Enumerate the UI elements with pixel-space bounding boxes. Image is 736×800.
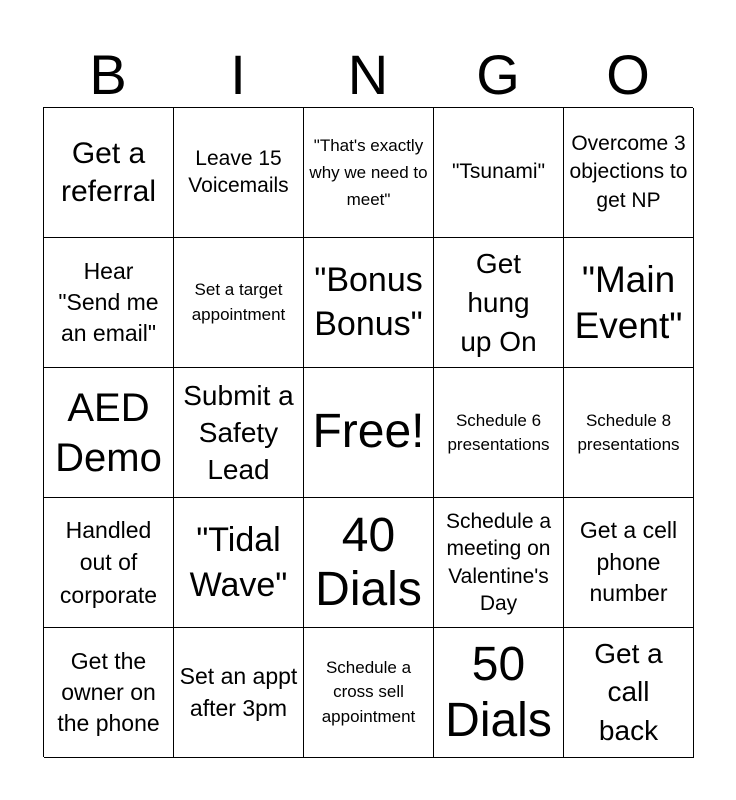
bingo-cell[interactable] [434, 498, 564, 628]
cell-text: Leave 15 Voicemails [188, 146, 289, 197]
header-letter-o: O [606, 43, 650, 106]
bingo-cell[interactable] [44, 108, 174, 238]
bingo-cell[interactable] [174, 498, 304, 628]
bingo-cell[interactable] [174, 108, 304, 238]
cell-text: Get a call back [594, 637, 663, 746]
cell-text: AED Demo [55, 385, 162, 480]
cell-text: 40 Dials [315, 508, 422, 616]
bingo-cell[interactable] [564, 238, 694, 368]
cell-text: Overcome 3 objections to get NP [569, 131, 688, 212]
bingo-cell[interactable] [434, 628, 564, 758]
cell-text: Get hung up On [460, 247, 537, 358]
cell-text: Get a referral [60, 137, 157, 208]
cell-text: 50 Dials [445, 638, 552, 747]
cell-text: Schedule 6 presentations [447, 410, 550, 454]
cell-text: "Bonus Bonus" [314, 260, 423, 343]
bingo-cell[interactable] [44, 628, 174, 758]
bingo-cell[interactable] [44, 498, 174, 628]
cell-text: Free! [312, 405, 425, 459]
bingo-cell[interactable] [44, 238, 174, 368]
bingo-header [43, 42, 693, 108]
bingo-cell[interactable] [304, 628, 434, 758]
cell-text: Submit a Safety Lead [183, 379, 294, 486]
header-letter-n: N [347, 43, 389, 106]
bingo-cell[interactable] [564, 368, 694, 498]
bingo-cell[interactable] [304, 498, 434, 628]
cell-text: "Tsunami" [451, 160, 546, 184]
cell-text: Hear "Send me an email" [58, 257, 159, 347]
bingo-cell[interactable] [564, 498, 694, 628]
cell-text: Get a cell phone number [579, 516, 678, 607]
cell-text: "That's exactly why we need to meet" [309, 135, 428, 210]
bingo-cell[interactable] [564, 628, 694, 758]
cell-text: Schedule a meeting on Valentine's Day [445, 509, 552, 615]
free-space[interactable] [304, 368, 434, 498]
cell-text: Handled out of corporate [59, 517, 158, 608]
bingo-board [43, 107, 693, 757]
bingo-cell[interactable] [174, 238, 304, 368]
bingo-cell[interactable] [44, 368, 174, 498]
cell-text: "Main Event" [574, 259, 683, 346]
bingo-cell[interactable] [174, 368, 304, 498]
bingo-cell[interactable] [174, 628, 304, 758]
bingo-cell[interactable] [304, 238, 434, 368]
cell-text: "Tidal Wave" [189, 521, 288, 604]
bingo-cell[interactable] [564, 108, 694, 238]
cell-text: Get the owner on the phone [57, 647, 160, 737]
bingo-cell[interactable] [434, 238, 564, 368]
cell-text: Set an appt after 3pm [179, 663, 298, 721]
bingo-cell[interactable] [434, 368, 564, 498]
header-letter-b: B [89, 43, 127, 106]
cell-text: Schedule a cross sell appointment [321, 657, 416, 726]
bingo-cell[interactable] [304, 108, 434, 238]
cell-text: Schedule 8 presentations [577, 410, 680, 454]
header-letter-g: G [476, 43, 520, 106]
header-letter-i: I [230, 43, 246, 106]
cell-text: Set a target appointment [191, 279, 286, 324]
bingo-cell[interactable] [434, 108, 564, 238]
